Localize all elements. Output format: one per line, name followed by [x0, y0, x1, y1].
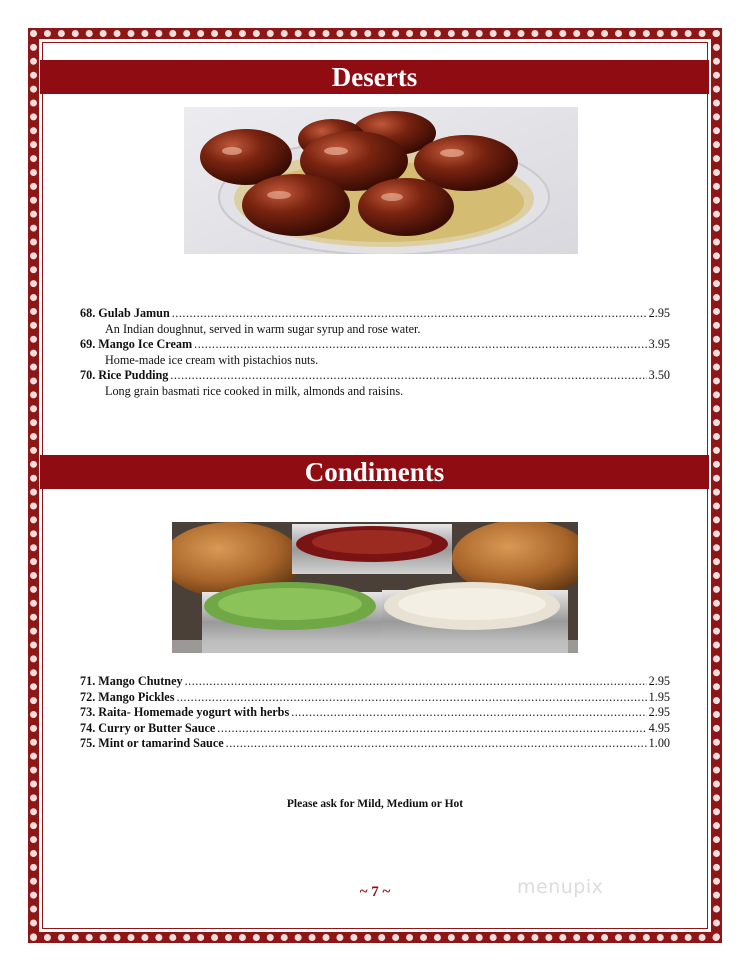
item-price: 3.50 [648, 368, 670, 382]
item-price: 2.95 [648, 674, 670, 688]
menu-item-mango-chutney [80, 674, 670, 690]
item-price: 2.95 [648, 705, 670, 719]
spice-level-note: Please ask for Mild, Medium or Hot [286, 798, 464, 810]
item-price: 1.00 [648, 736, 670, 750]
item-price: 1.95 [648, 689, 670, 704]
item-price: 3.95 [648, 337, 670, 351]
page-number: ~ 7 ~ [359, 884, 391, 900]
dot-leader [172, 306, 647, 322]
item-name: 70. Rice Pudding [80, 368, 169, 382]
menu-item-curry-butter-sauce [80, 721, 670, 737]
item-name: 73. Raita- Homemade yogurt with herbs [80, 705, 290, 719]
menu-item-rice-pudding [80, 368, 670, 384]
menu-item-mango-ice-cream [80, 337, 670, 353]
deserts-menu-list [80, 306, 670, 399]
item-name: 71. Mango Chutney [80, 674, 183, 688]
item-name: 72. Mango Pickles [80, 689, 175, 704]
item-description: An Indian doughnut, served in warm sugar syrup and rose water. [105, 321, 421, 336]
dot-leader [185, 674, 647, 690]
item-name: 74. Curry or Butter Sauce [80, 720, 216, 735]
dot-leader [176, 690, 646, 706]
menupix-watermark: menupix [517, 876, 604, 898]
condiments-photo [172, 522, 578, 653]
dot-leader [170, 368, 646, 384]
section-title-deserts: Deserts [40, 60, 709, 94]
menu-item-mango-pickles [80, 690, 670, 706]
menu-item-gulab-jamun [80, 306, 670, 322]
condiments-menu-list [80, 674, 670, 752]
dot-leader [226, 736, 647, 752]
item-description: Long grain basmati rice cooked in milk, almonds and raisins. [105, 383, 404, 398]
item-price: 2.95 [648, 306, 670, 320]
item-name: 69. Mango Ice Cream [80, 337, 193, 351]
section-title-condiments: Condiments [40, 455, 709, 489]
dot-leader [194, 337, 647, 353]
dot-leader [217, 721, 646, 737]
menu-item-raita [80, 705, 670, 721]
item-name: 68. Gulab Jamun [80, 306, 170, 320]
item-description: Home-made ice cream with pistachios nuts. [105, 352, 319, 367]
menu-item-mint-tamarind-sauce [80, 736, 670, 752]
gulab-jamun-photo [184, 107, 578, 254]
item-price: 4.95 [648, 720, 670, 735]
dot-leader [291, 705, 646, 721]
item-name: 75. Mint or tamarind Sauce [80, 736, 224, 750]
